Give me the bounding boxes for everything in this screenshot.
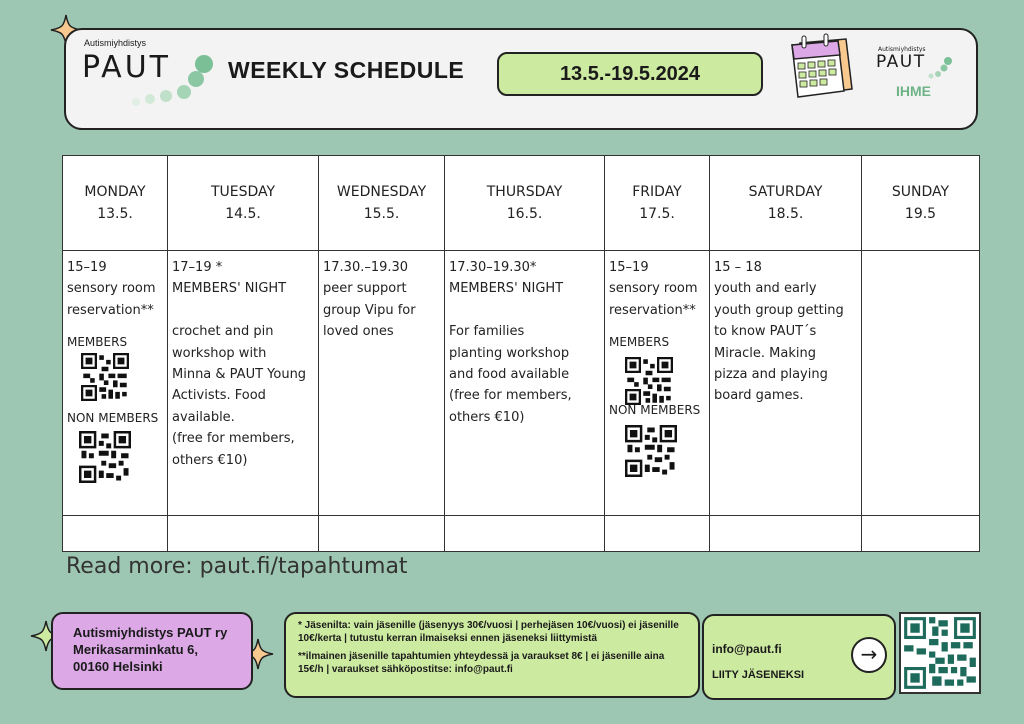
event-cell-friday	[605, 251, 710, 516]
qr-code-icon[interactable]	[625, 357, 673, 405]
event-text-saturday: 15 – 18 youth and early youth group getting to know PAUT´s Miracle. Making pizza and playing board games.	[714, 260, 844, 404]
event-cell-monday	[63, 251, 168, 516]
date-range-badge: 13.5.-19.5.2024	[497, 52, 763, 96]
address-box: Autismiyhdistys PAUT ry Merikasarminkatu 6, 00160 Helsinki	[51, 612, 253, 690]
day-header-saturday: SATURDAY 18.5.	[710, 156, 862, 251]
event-text-sunday	[862, 251, 979, 257]
note-members-night: * Jäsenilta: vain jäsenille (jäsenyys 30€/vuosi | perhejäsen 10€/vuosi) ei jäsenille 10€/kerta | tutustu kerran ilmaiseksi ennen jäseneksi liittymistä	[298, 620, 679, 644]
qr-code-icon[interactable]	[625, 425, 677, 477]
arrow-right-icon[interactable]: →	[851, 637, 887, 673]
empty-row	[63, 516, 980, 552]
logo-text: PAUT	[82, 50, 171, 85]
logo-dots-icon	[132, 52, 222, 112]
logo-dots-icon	[926, 56, 954, 82]
qr-code-icon[interactable]	[79, 431, 131, 483]
events-row	[63, 251, 980, 516]
page-title: WEEKLY SCHEDULE	[228, 57, 465, 83]
logo-text-right: PAUT	[876, 52, 926, 72]
logo-org-name-right: Autismiyhdistys	[878, 46, 926, 53]
day-header-monday: MONDAY 13.5.	[63, 156, 168, 251]
weekly-schedule-table	[62, 155, 980, 552]
event-text-thursday: 17.30–19.30* MEMBERS' NIGHT For families planting workshop and food available (free for members, others €10)	[449, 260, 572, 425]
paut-logo	[82, 38, 222, 118]
day-header-tuesday: TUESDAY 14.5.	[168, 156, 319, 251]
non-members-label: NON MEMBERS	[67, 411, 159, 426]
calendar-icon	[786, 33, 856, 103]
day-header-thursday: THURSDAY 16.5.	[445, 156, 605, 251]
event-text-monday: 15–19 sensory room reservation**	[67, 260, 156, 318]
day-header-friday: FRIDAY 17.5.	[605, 156, 710, 251]
event-cell-saturday	[710, 251, 862, 516]
qr-code-icon[interactable]	[81, 353, 129, 401]
join-link[interactable]: LIITY JÄSENEKSI	[712, 669, 805, 681]
event-cell-sunday	[862, 251, 980, 516]
paut-ihme-logo	[876, 46, 956, 106]
event-text-wednesday: 17.30.–19.30 peer support group Vipu for loved ones	[323, 260, 416, 340]
non-members-label: NON MEMBERS	[609, 403, 701, 418]
event-cell-thursday	[445, 251, 605, 516]
event-cell-wednesday	[319, 251, 445, 516]
membership-notes	[284, 612, 700, 698]
event-cell-tuesday	[168, 251, 319, 516]
day-header-sunday: SUNDAY 19.5	[862, 156, 980, 251]
members-label: MEMBERS	[67, 335, 128, 350]
email-link[interactable]: info@paut.fi	[712, 642, 782, 656]
event-text-tuesday: 17–19 * MEMBERS' NIGHT crochet and pin workshop with Minna & PAUT Young Activists. Food available. (free for members, others €10)	[172, 260, 307, 468]
day-header-row	[63, 156, 980, 251]
logo-org-name: Autismiyhdistys	[84, 38, 147, 48]
day-header-wednesday: WEDNESDAY 15.5.	[319, 156, 445, 251]
qr-code-icon[interactable]	[899, 612, 981, 694]
note-sensory-room: **ilmainen jäsenille tapahtumien yhteydessä ja varaukset 8€ | ei jäsenille aina 15€/h | varaukset sähköpostitse: info@paut.fi	[298, 651, 665, 675]
members-label: MEMBERS	[609, 335, 670, 350]
ihme-label: IHME	[896, 83, 931, 99]
event-text-friday: 15–19 sensory room reservation**	[609, 260, 698, 318]
read-more-link[interactable]: Read more: paut.fi/tapahtumat	[66, 554, 408, 579]
